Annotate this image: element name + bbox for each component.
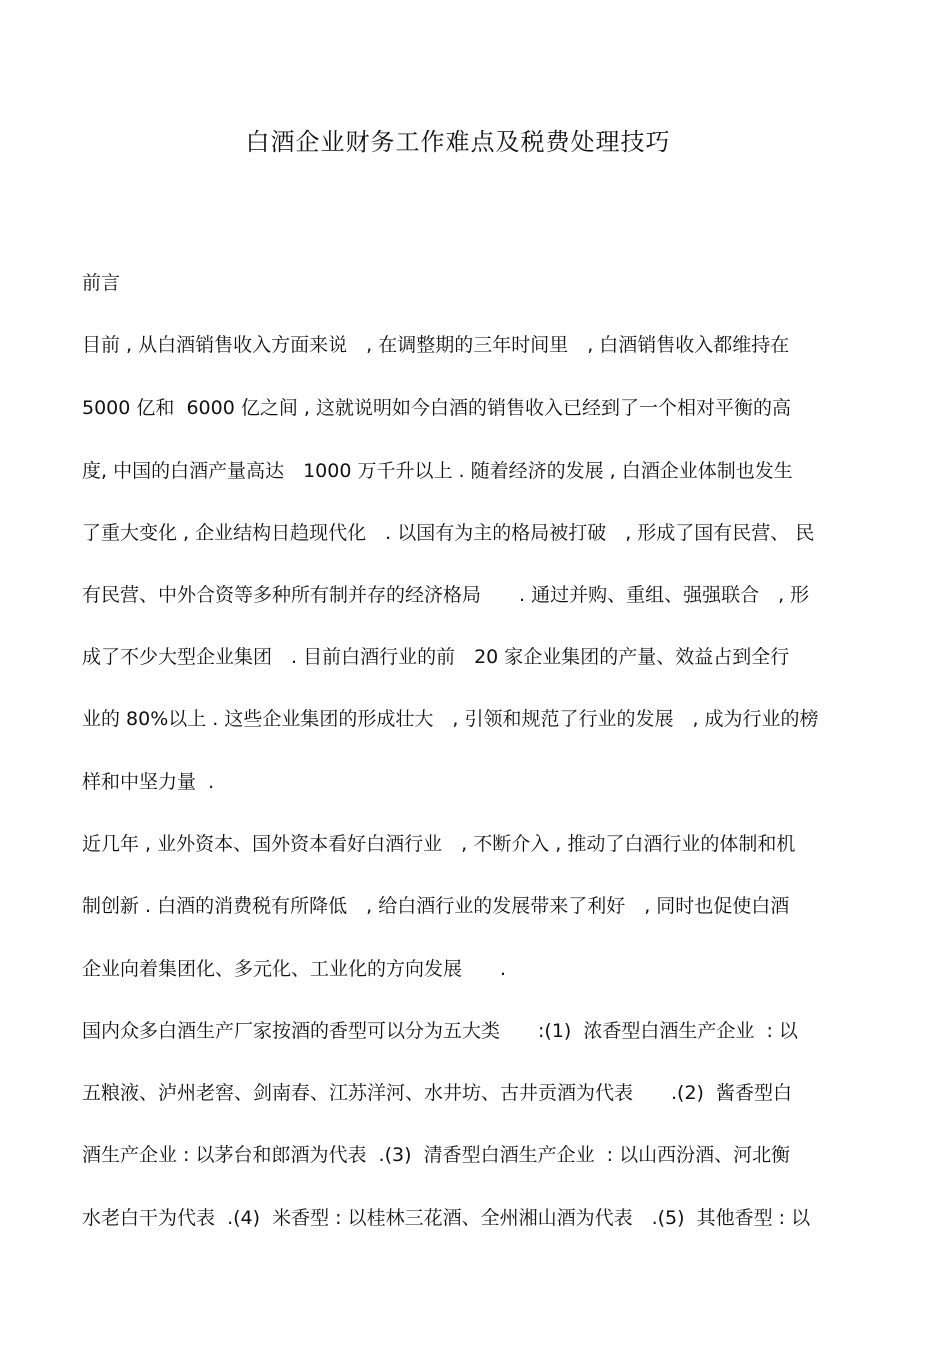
body-line: 水老白干为代表 .(4) 米香型 : 以桂林三花酒、全州湘山酒为代表 .(5) 其他香型 : 以	[82, 1207, 811, 1229]
body-line: 有民营、中外合资等多种所有制并存的经济格局 . 通过并购、重组、强强联合 , 形	[82, 584, 810, 606]
body-line: 企业向着集团化、多元化、工业化的方向发展 .	[82, 958, 507, 980]
section-heading-preface: 前言	[82, 272, 121, 294]
body-line: 五粮液、泸州老窖、剑南春、江苏洋河、水井坊、古井贡酒为代表 .(2) 酱香型白	[82, 1082, 793, 1104]
document-title: 白酒企业财务工作难点及税费处理技巧	[245, 128, 671, 156]
body-line: 样和中坚力量 .	[82, 771, 215, 793]
body-line: 度, 中国的白酒产量高达 1000 万千升以上 . 随着经济的发展 , 白酒企业体制也发生	[82, 460, 793, 482]
body-line: 国内众多白酒生产厂家按酒的香型可以分为五大类 :(1) 浓香型白酒生产企业 : 以	[82, 1020, 798, 1042]
body-line: 制创新 . 白酒的消费税有所降低 , 给白酒行业的发展带来了利好 , 同时也促使白酒	[82, 895, 790, 917]
body-line: 近几年 , 业外资本、国外资本看好白酒行业 , 不断介入 , 推动了白酒行业的体制和机	[82, 833, 796, 855]
body-line: 目前 , 从白酒销售收入方面来说 , 在调整期的三年时间里 , 白酒销售收入都维持在	[82, 334, 790, 356]
body-line: 成了不少大型企业集团 . 目前白酒行业的前 20 家企业集团的产量、效益占到全行	[82, 646, 790, 668]
body-line: 了重大变化 , 企业结构日趋现代化 . 以国有为主的格局被打破 , 形成了国有民营、 民	[82, 522, 815, 544]
body-line: 5000 亿和 6000 亿之间 , 这就说明如今白酒的销售收入已经到了一个相对平衡的高	[82, 397, 791, 419]
body-line: 酒生产企业 : 以茅台和郎酒为代表 .(3) 清香型白酒生产企业 : 以山西汾酒、河北衡	[82, 1144, 791, 1166]
body-line: 业的 80%以上 . 这些企业集团的形成壮大 , 引领和规范了行业的发展 , 成为行业的榜	[82, 708, 819, 730]
